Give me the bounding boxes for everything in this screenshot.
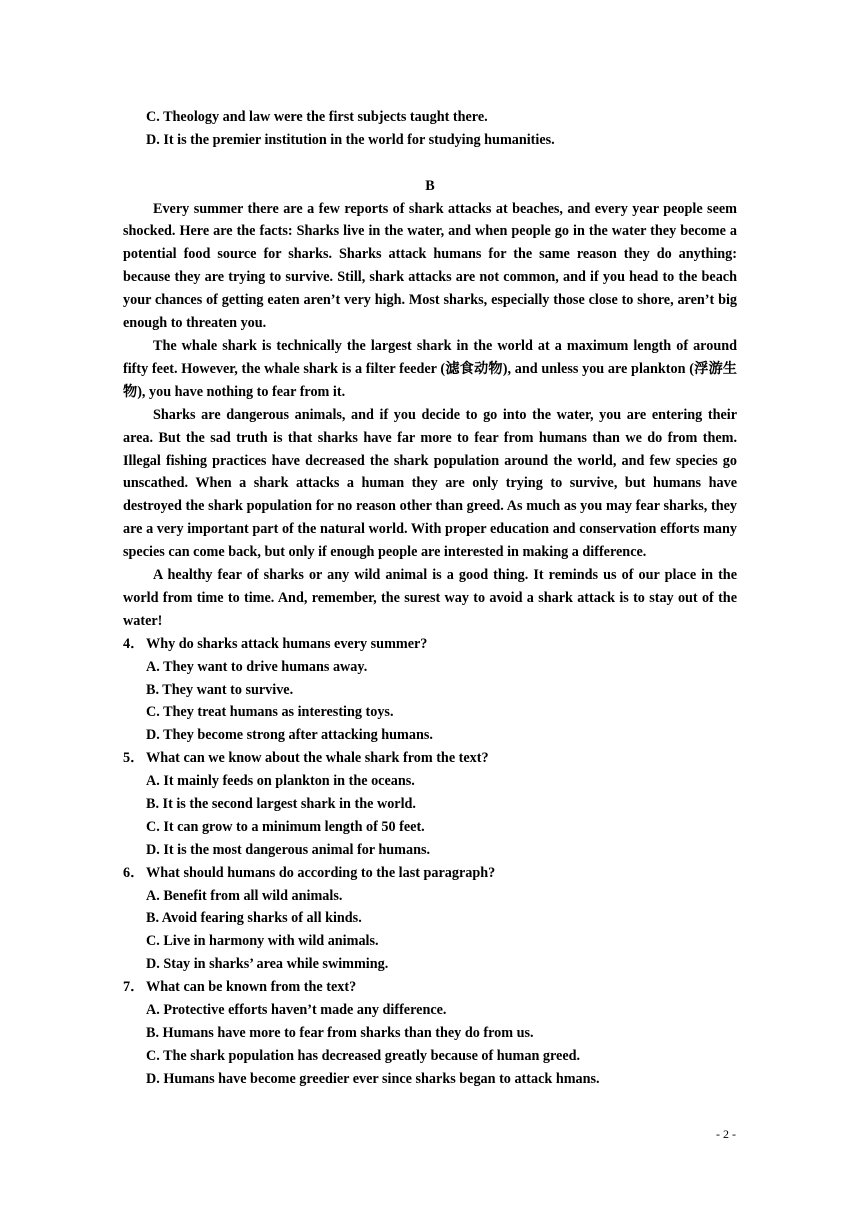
- question-4: [123, 633, 737, 747]
- question-stem: [123, 976, 737, 999]
- question-stem: [123, 862, 737, 885]
- option-d: D. It is the most dangerous animal for humans.: [146, 841, 431, 858]
- question-text: What should humans do according to the last paragraph?: [146, 864, 496, 881]
- option-b: B. It is the second largest shark in the world.: [146, 796, 416, 813]
- spacer: [123, 152, 737, 175]
- option-d: D. Humans have become greedier ever since sharks began to attack hmans.: [146, 1070, 600, 1087]
- paragraph-1: Every summer there are a few reports of shark attacks at beaches, and every year people seem shocked. Here are the facts: Sharks live in the water, and when people go in the water they become a potential food source for sharks. Sharks attack humans for the same reason they do anything: because they are trying to survive. Still, shark attacks are not common, and if you head to the beach your chances of getting eaten aren’t very high. Most sharks, especially those close to shore, aren’t big enough to threaten you.: [123, 200, 737, 332]
- option-c: C. Live in harmony with wild animals.: [146, 933, 379, 950]
- option-b: B. Avoid fearing sharks of all kinds.: [146, 910, 362, 927]
- question-6: [123, 862, 737, 976]
- question-stem: [123, 747, 737, 770]
- passage: [123, 198, 737, 633]
- question-number: 5．: [123, 750, 145, 767]
- question-5: [123, 747, 737, 861]
- page-number: - 2 -: [716, 1127, 736, 1141]
- document-page: [123, 106, 737, 1091]
- option-a: A. It mainly feeds on plankton in the oceans.: [146, 773, 415, 790]
- option-d: D. Stay in sharks’ area while swimming.: [146, 956, 389, 973]
- section-label: B: [425, 177, 435, 194]
- option-c: C. It can grow to a minimum length of 50 feet.: [146, 818, 425, 835]
- question-text: What can we know about the whale shark from the text?: [146, 750, 489, 767]
- question-number: 7．: [123, 979, 145, 996]
- option-c: C. The shark population has decreased greatly because of human greed.: [146, 1047, 581, 1064]
- option-a: A. Benefit from all wild animals.: [146, 887, 343, 904]
- question-number: 6．: [123, 864, 145, 881]
- option-d: D. They become strong after attacking humans.: [146, 727, 433, 744]
- question-number: 4．: [123, 635, 145, 652]
- option-c: C. They treat humans as interesting toys.: [146, 704, 394, 721]
- paragraph-3: Sharks are dangerous animals, and if you decide to go into the water, you are entering their area. But the sad truth is that sharks have far more to fear from humans than we do from them. Illegal fishing practices have decreased the shark population around the world, and few species go unscathed. When a shark attacks a human they are only trying to survive, but humans have destroyed the shark population for no reason other than greed. As much as you may fear sharks, they are a very important part of the natural world. With proper education and conservation efforts many species can come back, but only if enough people are interested in making a difference.: [123, 406, 737, 561]
- option-b: B. They want to survive.: [146, 681, 294, 698]
- prev-option-d: D. It is the premier institution in the world for studying humanities.: [146, 131, 555, 148]
- paragraph-4: A healthy fear of sharks or any wild animal is a good thing. It reminds us of our place in the world from time to time. And, remember, the surest way to avoid a shark attack is to stay out of the water!: [123, 567, 737, 629]
- option-a: A. Protective efforts haven’t made any difference.: [146, 1002, 447, 1019]
- option-a: A. They want to drive humans away.: [146, 658, 368, 675]
- option-b: B. Humans have more to fear from sharks than they do from us.: [146, 1024, 534, 1041]
- paragraph-2: The whale shark is technically the largest shark in the world at a maximum length of around fifty feet. However, the whale shark is a filter feeder (滤食动物), and unless you are plankton (浮游生物), you have nothing to fear from it.: [123, 338, 737, 400]
- question-7: [123, 976, 737, 1090]
- question-stem: [123, 633, 737, 656]
- question-text: Why do sharks attack humans every summer?: [146, 635, 428, 652]
- question-text: What can be known from the text?: [146, 979, 357, 996]
- prev-option-c: C. Theology and law were the first subjects taught there.: [146, 109, 488, 125]
